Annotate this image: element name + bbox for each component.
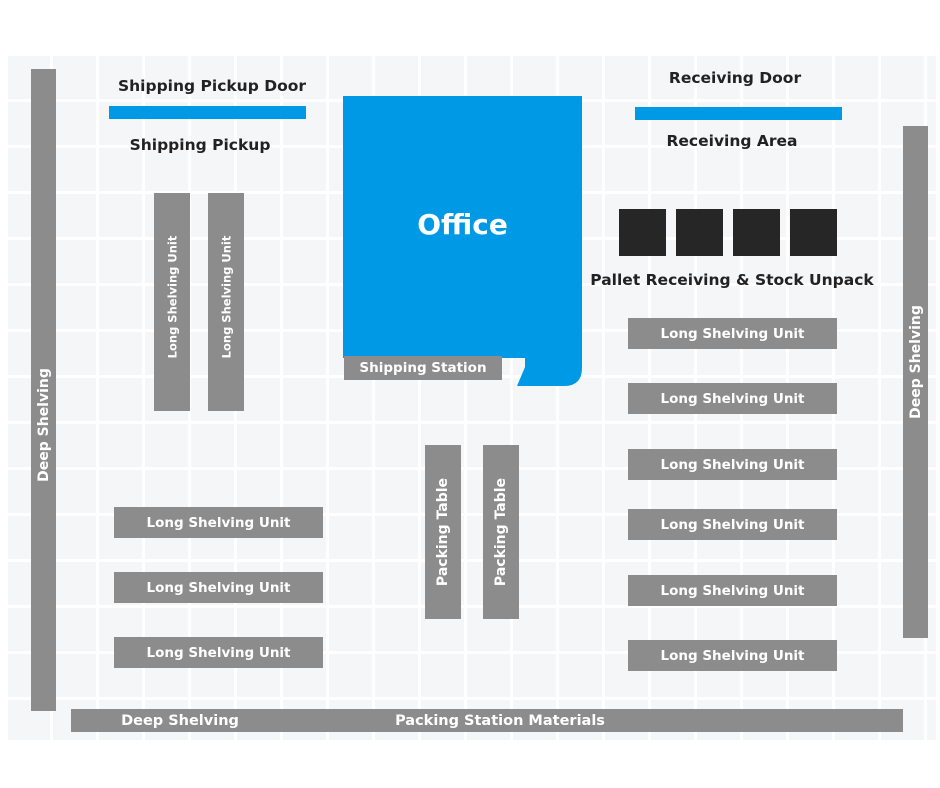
long-shelving-unit-right-3 — [628, 449, 837, 480]
long-shelving-unit-label: Long Shelving Unit — [146, 514, 291, 531]
long-shelving-unit-label: Long Shelving Unit — [146, 644, 291, 661]
long-shelving-unit-vertical-1 — [154, 193, 190, 411]
long-shelving-unit-right-5 — [628, 575, 837, 606]
long-shelving-unit-right-4 — [628, 509, 837, 540]
packing-table-label: Packing Table — [435, 477, 451, 587]
long-shelving-unit-label: Long Shelving Unit — [660, 456, 805, 473]
deep-shelving-right — [903, 126, 928, 638]
long-shelving-unit-label: Long Shelving Unit — [660, 516, 805, 533]
deep-shelving-bottom-label: Deep Shelving — [121, 712, 239, 729]
shipping-pickup-door — [109, 106, 306, 119]
deep-shelving-left — [31, 69, 56, 711]
long-shelving-unit-label: Long Shelving Unit — [660, 582, 805, 599]
long-shelving-unit-right-2 — [628, 383, 837, 414]
office-room — [343, 96, 583, 388]
long-shelving-unit-label: Long Shelving Unit — [165, 235, 179, 359]
packing-table-2 — [483, 445, 519, 619]
pallet-1 — [619, 209, 666, 256]
receiving-area-label: Receiving Area — [666, 132, 798, 150]
long-shelving-unit-right-6 — [628, 640, 837, 671]
shipping-pickup-door-label: Shipping Pickup Door — [117, 77, 307, 95]
long-shelving-unit-label: Long Shelving Unit — [660, 390, 805, 407]
pallet-2 — [676, 209, 723, 256]
long-shelving-unit-label: Long Shelving Unit — [660, 325, 805, 342]
receiving-door-label: Receiving Door — [668, 69, 802, 87]
packing-station-materials-label: Packing Station Materials — [395, 712, 605, 729]
pallet-receiving-label: Pallet Receiving & Stock Unpack — [590, 271, 874, 289]
pallet-4 — [790, 209, 837, 256]
long-shelving-unit-right-1 — [628, 318, 837, 349]
receiving-door — [635, 107, 842, 120]
deep-shelving-right-label: Deep Shelving — [907, 305, 924, 419]
office-label-box — [343, 96, 582, 241]
shipping-station — [344, 356, 502, 380]
packing-table-label: Packing Table — [493, 477, 509, 587]
long-shelving-unit-left-1 — [114, 507, 323, 538]
long-shelving-unit-left-2 — [114, 572, 323, 603]
packing-table-1 — [425, 445, 461, 619]
pallet-3 — [733, 209, 780, 256]
long-shelving-unit-label: Long Shelving Unit — [146, 579, 291, 596]
long-shelving-unit-label: Long Shelving Unit — [660, 647, 805, 664]
deep-shelving-left-label: Deep Shelving — [35, 368, 52, 482]
shipping-station-label: Shipping Station — [359, 360, 487, 376]
office-label: Office — [417, 208, 508, 241]
long-shelving-unit-left-3 — [114, 637, 323, 668]
long-shelving-unit-label: Long Shelving Unit — [219, 235, 233, 359]
shipping-pickup-label: Shipping Pickup — [129, 136, 271, 154]
long-shelving-unit-vertical-2 — [208, 193, 244, 411]
